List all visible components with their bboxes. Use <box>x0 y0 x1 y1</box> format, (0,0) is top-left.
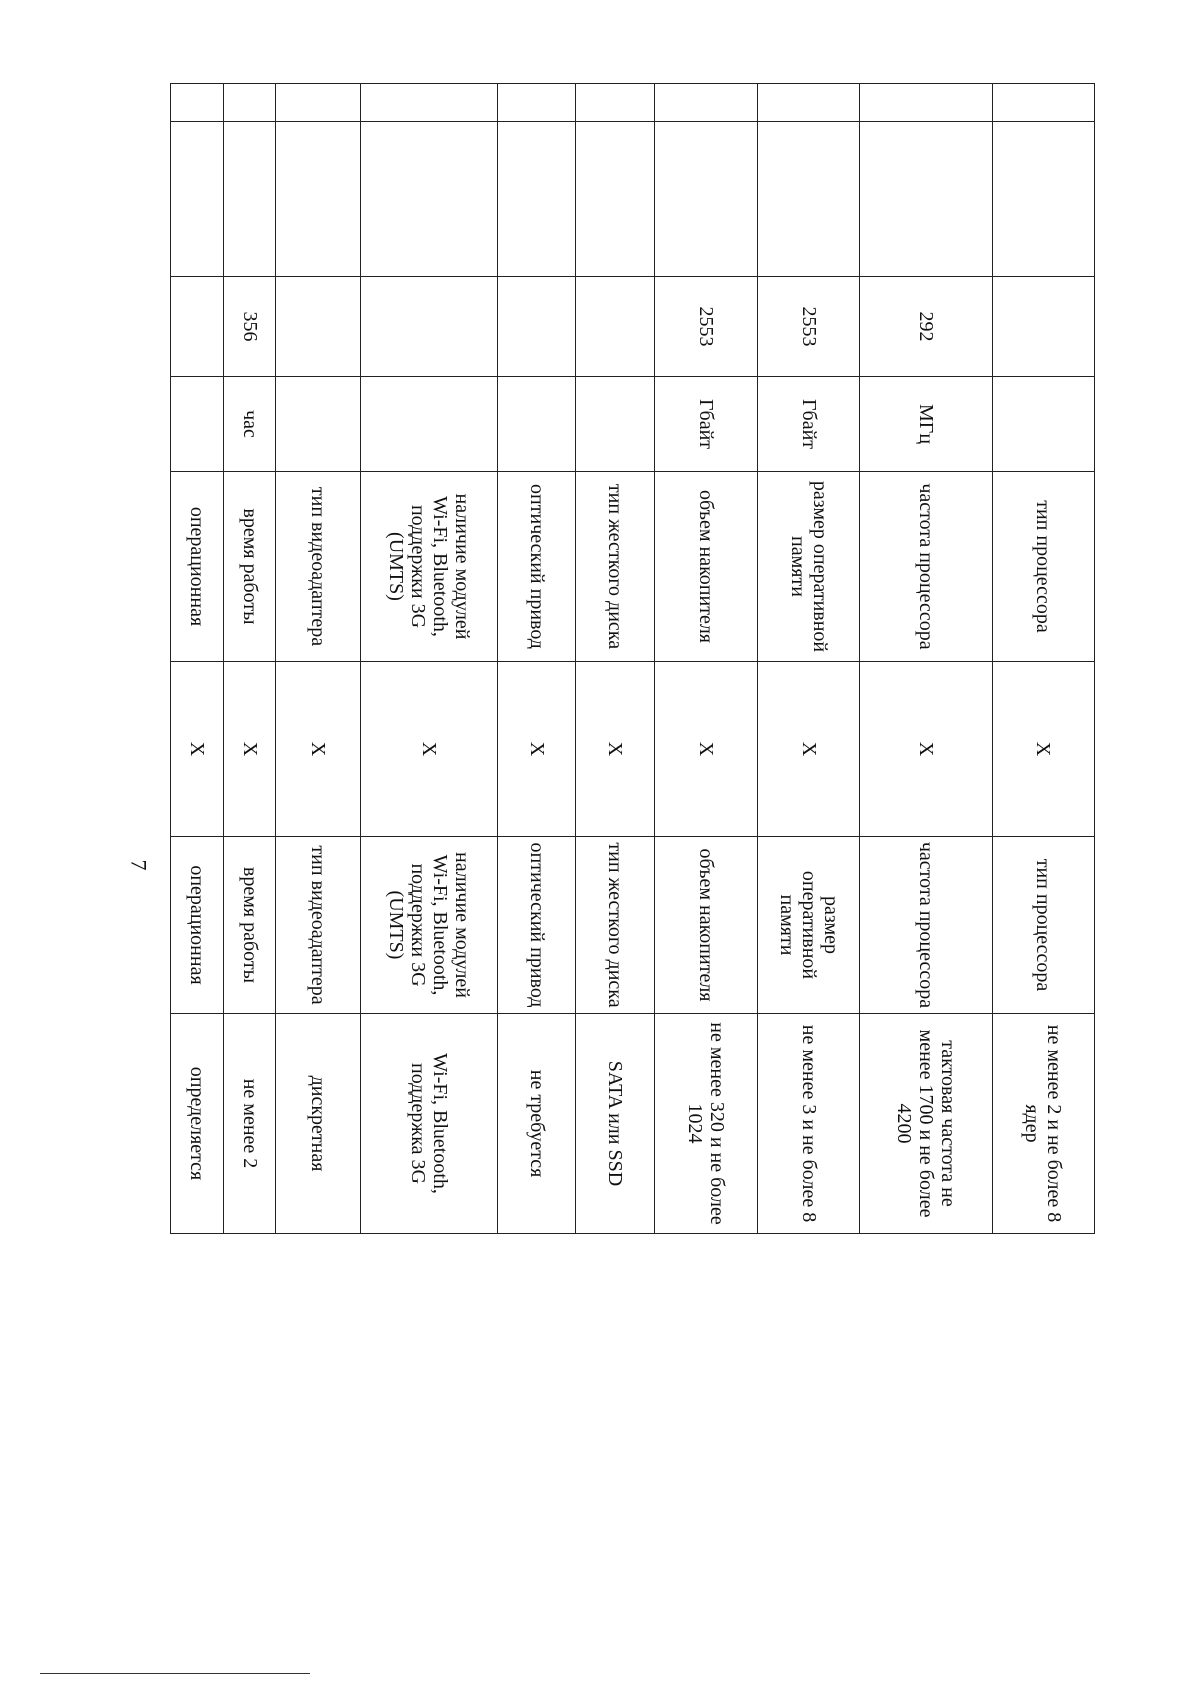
x-mark-cell: X <box>497 662 576 837</box>
page-number: 7 <box>126 859 152 871</box>
requirement-name-cell: операционная <box>171 837 224 1014</box>
code-cell <box>275 277 360 377</box>
characteristic-cell: тип видеоадаптера <box>275 472 360 662</box>
requirement-value-cell: не менее 320 и не более 1024 <box>655 1014 757 1234</box>
table-row <box>757 84 859 1234</box>
table-row <box>224 84 275 1234</box>
blank-cell <box>992 84 1094 122</box>
x-mark-cell: X <box>655 662 757 837</box>
blank-cell <box>224 84 275 122</box>
characteristic-cell: операционная <box>171 472 224 662</box>
requirement-name-cell: частота процессора <box>860 837 992 1014</box>
blank-cell <box>497 122 576 277</box>
unit-cell: Гбайт <box>757 377 859 472</box>
blank-cell <box>576 84 655 122</box>
unit-cell <box>497 377 576 472</box>
code-cell: 2553 <box>655 277 757 377</box>
specification-table <box>170 83 1095 1234</box>
requirement-name-cell: тип видеоадаптера <box>275 837 360 1014</box>
code-cell: 292 <box>860 277 992 377</box>
characteristic-cell: оптический привод <box>497 472 576 662</box>
blank-cell <box>576 122 655 277</box>
characteristic-cell: частота процессора <box>860 472 992 662</box>
blank-cell <box>275 84 360 122</box>
code-cell <box>360 277 497 377</box>
requirement-value-cell: Wi-Fi, Bluetooth, поддержка 3G <box>360 1014 497 1234</box>
code-cell <box>576 277 655 377</box>
requirement-value-cell: SATA или SSD <box>576 1014 655 1234</box>
requirement-value-cell: не менее 2 <box>224 1014 275 1234</box>
unit-cell <box>171 377 224 472</box>
table-row <box>992 84 1094 1234</box>
code-cell <box>497 277 576 377</box>
code-cell: 2553 <box>757 277 859 377</box>
blank-cell <box>655 122 757 277</box>
requirement-name-cell: оптический привод <box>497 837 576 1014</box>
requirement-value-cell: определяется <box>171 1014 224 1234</box>
footer-rule <box>40 1673 310 1674</box>
requirement-name-cell: тип процессора <box>992 837 1094 1014</box>
unit-cell: МГц <box>860 377 992 472</box>
requirement-name-cell: тип жесткого диска <box>576 837 655 1014</box>
blank-cell <box>171 122 224 277</box>
blank-cell <box>992 122 1094 277</box>
x-mark-cell: X <box>576 662 655 837</box>
requirement-name-cell: наличие модулей Wi-Fi, Bluetooth, поддержки 3G (UMTS) <box>360 837 497 1014</box>
unit-cell: Гбайт <box>655 377 757 472</box>
x-mark-cell: X <box>275 662 360 837</box>
x-mark-cell: X <box>757 662 859 837</box>
blank-cell <box>360 122 497 277</box>
x-mark-cell: X <box>992 662 1094 837</box>
blank-cell <box>497 84 576 122</box>
blank-cell <box>757 84 859 122</box>
x-mark-cell: X <box>224 662 275 837</box>
blank-cell <box>655 84 757 122</box>
characteristic-cell: тип жесткого диска <box>576 472 655 662</box>
table-row <box>360 84 497 1234</box>
blank-cell <box>757 122 859 277</box>
characteristic-cell: время работы <box>224 472 275 662</box>
unit-cell <box>275 377 360 472</box>
characteristic-cell: наличие модулей Wi-Fi, Bluetooth, поддержки 3G (UMTS) <box>360 472 497 662</box>
blank-cell <box>860 122 992 277</box>
requirement-value-cell: не менее 2 и не более 8 ядер <box>992 1014 1094 1234</box>
code-cell <box>992 277 1094 377</box>
requirement-value-cell: не менее 3 и не более 8 <box>757 1014 859 1234</box>
requirement-value-cell: дискретная <box>275 1014 360 1234</box>
blank-cell <box>275 122 360 277</box>
characteristic-cell: размер оперативной памяти <box>757 472 859 662</box>
x-mark-cell: X <box>860 662 992 837</box>
characteristic-cell: объем накопителя <box>655 472 757 662</box>
x-mark-cell: X <box>360 662 497 837</box>
blank-cell <box>860 84 992 122</box>
table-row <box>576 84 655 1234</box>
blank-cell <box>171 84 224 122</box>
unit-cell <box>992 377 1094 472</box>
code-cell <box>171 277 224 377</box>
table-row <box>860 84 992 1234</box>
requirement-name-cell: размер оперативной памяти <box>757 837 859 1014</box>
table-row <box>171 84 224 1234</box>
requirement-name-cell: время работы <box>224 837 275 1014</box>
requirement-value-cell: не требуется <box>497 1014 576 1234</box>
blank-cell <box>360 84 497 122</box>
requirement-name-cell: объем накопителя <box>655 837 757 1014</box>
unit-cell <box>360 377 497 472</box>
blank-cell <box>224 122 275 277</box>
characteristic-cell: тип процессора <box>992 472 1094 662</box>
rotated-table-container <box>170 83 1095 1233</box>
x-mark-cell: X <box>171 662 224 837</box>
table-row <box>275 84 360 1234</box>
unit-cell <box>576 377 655 472</box>
requirement-value-cell: тактовая частота не менее 1700 и не более 4200 <box>860 1014 992 1234</box>
code-cell: 356 <box>224 277 275 377</box>
table-row <box>655 84 757 1234</box>
unit-cell: час <box>224 377 275 472</box>
table-row <box>497 84 576 1234</box>
